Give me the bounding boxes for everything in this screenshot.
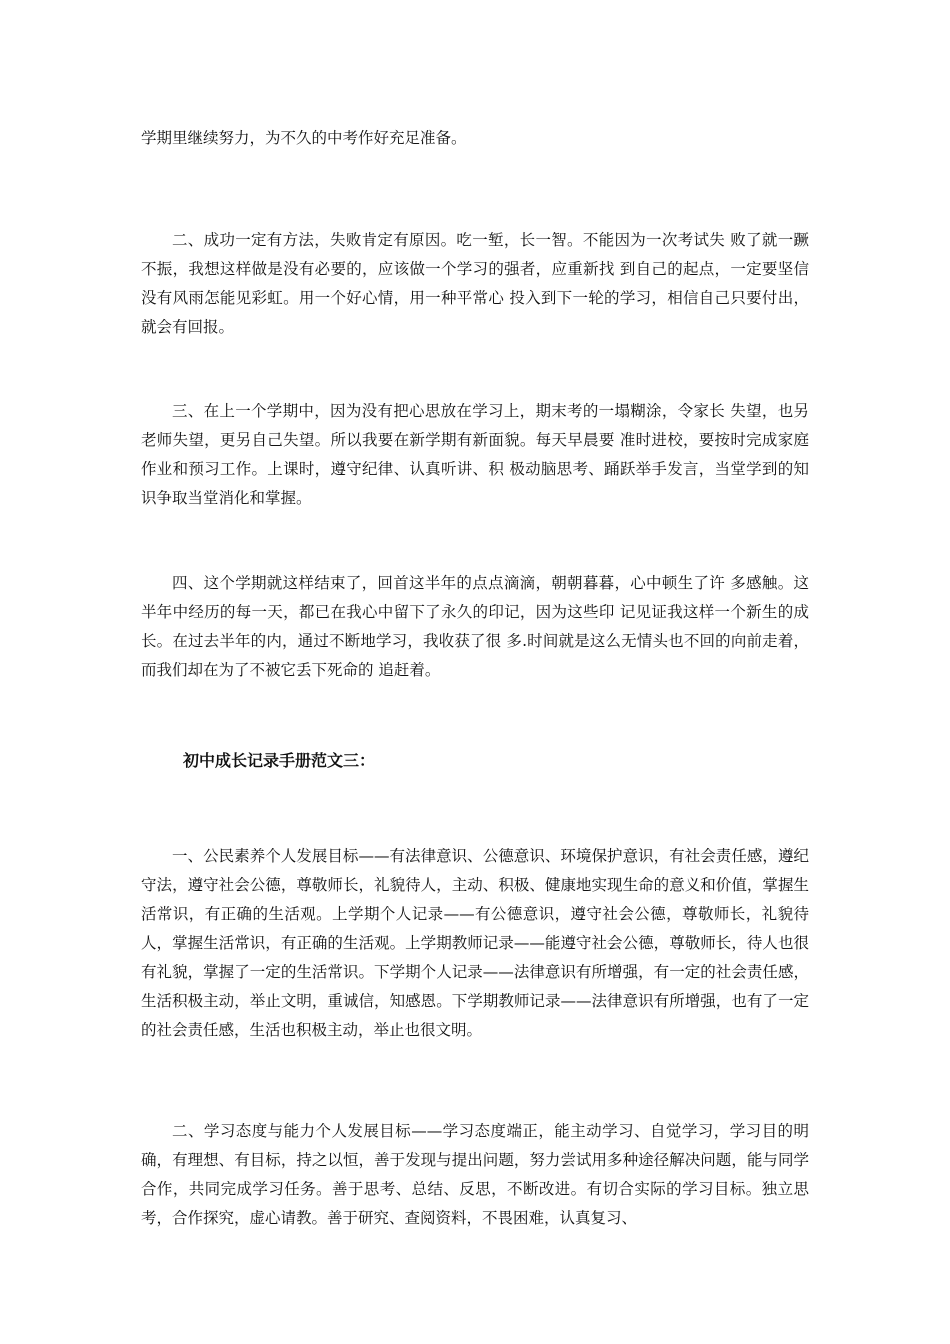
- continuation-text: 学期里继续努力，为不久的中考作好充足准备。: [141, 129, 467, 147]
- section-paragraph-2: 二、学习态度与能力个人发展目标——学习态度端正，能主动学习、自觉学习，学习目的明确，有理想、有目标，持之以恒，善于发现与提出问题，努力尝试用多种途径解决问题，能与同学合作，共同完成学习任务。善于思考、总结、反思，不断改进。有切合实际的学习目标。独立思考，合作探究，虚心请教。善于研究、查阅资料，不畏困难，认真复习、: [141, 1122, 809, 1227]
- section-heading: 初中成长记录手册范文三：: [183, 751, 376, 770]
- paragraph-3: 三、在上一个学期中，因为没有把心思放在学习上，期末考的一塌糊涂，令家长 失望，也另老师失望，更另自己失望。所以我要在新学期有新面貌。每天早晨要 准时进校，要按时完成家庭作业和预习工作。上课时，遵守纪律、认真听讲、积 极动脑思考、踊跃举手发言，当堂学到的知识争取当堂消化和掌握。: [141, 402, 809, 507]
- section-paragraph-1: 一、公民素养个人发展目标——有法律意识、公德意识、环境保护意识，有社会责任感，遵纪守法，遵守社会公德，尊敬师长，礼貌待人，主动、积极、健康地实现生命的意义和价值，掌握生活常识，有正确的生活观。上学期个人记录——有公德意识，遵守社会公德，尊敬师长，礼貌待人，掌握生活常识，有正确的生活观。上学期教师记录——能遵守社会公德，尊敬师长，待人也很有礼貌，掌握了一定的生活常识。下学期个人记录——法律意识有所增强，有一定的社会责任感，生活积极主动，举止文明，重诚信，知感恩。下学期教师记录——法律意识有所增强，也有了一定的社会责任感，生活也积极主动，举止也很文明。: [141, 847, 809, 1039]
- paragraph-2: 二、成功一定有方法，失败肯定有原因。吃一堑，长一智。不能因为一次考试失 败了就一蹶不振，我想这样做是没有必要的，应该做一个学习的强者，应重新找 到自己的起点，一定要坚信没有风雨怎能见彩虹。用一个好心情，用一种平常心 投入到下一轮的学习，相信自己只要付出，就会有回报。: [141, 231, 809, 336]
- paragraph-4: 四、这个学期就这样结束了，回首这半年的点点滴滴，朝朝暮暮，心中顿生了许 多感触。这半年中经历的每一天，都已在我心中留下了永久的印记，因为这些印 记见证我这样一个新生的成长。在过去半年的内，通过不断地学习，我收获了很 多.时间就是这么无情头也不回的向前走着，而我们却在为了不被它丢下死命的 追赶着。: [141, 574, 809, 679]
